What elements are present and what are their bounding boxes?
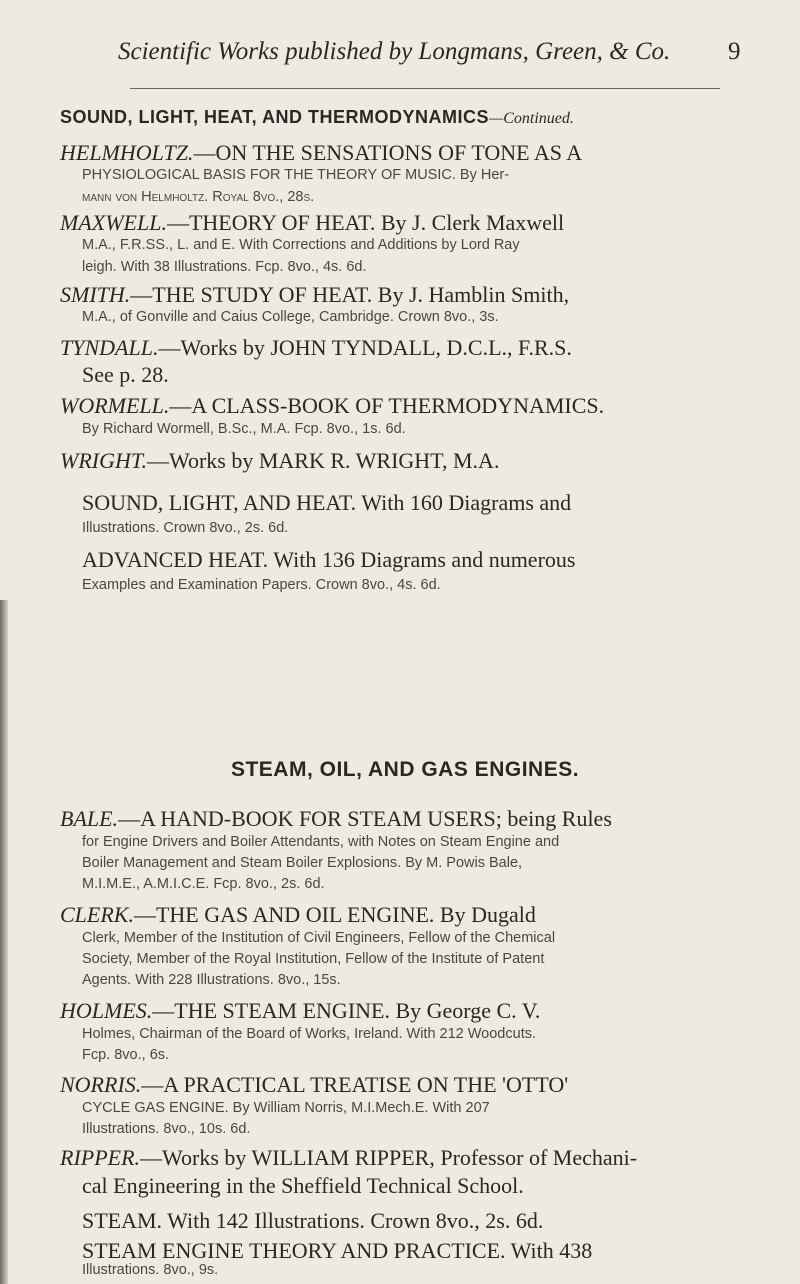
binding-shadow bbox=[0, 600, 8, 1284]
entry-detail: PHYSIOLOGICAL BASIS FOR THE THEORY OF MUSIC. By Her- bbox=[82, 167, 510, 183]
entry-title-line bbox=[60, 998, 540, 1024]
entry-detail: for Engine Drivers and Boiler Attendants, with Notes on Steam Engine and bbox=[82, 834, 560, 850]
entry-title: —THE STUDY OF HEAT. By J. Hamblin Smith, bbox=[130, 282, 570, 307]
entry-detail: Illustrations. 8vo., 10s. 6d. bbox=[82, 1121, 251, 1137]
header-title: Scientific Works published by Longmans, Green, & Co. bbox=[118, 38, 671, 65]
entry-title-line bbox=[60, 448, 499, 474]
entry-detail: M.A., of Gonville and Caius College, Cambridge. Crown 8vo., 3s. bbox=[82, 309, 499, 325]
entry-title-line bbox=[60, 140, 582, 166]
entry-title: —Works by JOHN TYNDALL, D.C.L., F.R.S. bbox=[158, 335, 572, 360]
entry-title: —THEORY OF HEAT. By J. Clerk Maxwell bbox=[166, 210, 565, 235]
entry-detail: See p. 28. bbox=[82, 362, 169, 387]
entry-author: SMITH. bbox=[60, 282, 131, 307]
entry-title: —A CLASS-BOOK OF THERMODYNAMICS. bbox=[169, 393, 605, 418]
entry-author: WORMELL. bbox=[60, 393, 170, 418]
entry-detail: M.A., F.R.SS., L. and E. With Corrections and Additions by Lord Ray bbox=[82, 237, 520, 253]
wright-book1-title: SOUND, LIGHT, AND HEAT. With 160 Diagrams and bbox=[82, 490, 572, 515]
entry-detail: leigh. With 38 Illustrations. Fcp. 8vo., 4s. 6d. bbox=[82, 259, 367, 275]
entry-detail: Fcp. 8vo., 6s. bbox=[82, 1047, 170, 1063]
wright-book2-detail: Examples and Examination Papers. Crown 8vo., 4s. 6d. bbox=[82, 577, 441, 593]
page-number: 9 bbox=[728, 38, 741, 65]
entry-author: MAXWELL. bbox=[60, 210, 167, 235]
entry-title-line bbox=[60, 210, 564, 236]
entry-title: —THE STEAM ENGINE. By George C. V. bbox=[152, 998, 541, 1023]
entry-detail: M.I.M.E., A.M.I.C.E. Fcp. 8vo., 2s. 6d. bbox=[82, 876, 325, 892]
entry-detail: cal Engineering in the Sheffield Technical School. bbox=[82, 1173, 524, 1198]
entry-author: HELMHOLTZ. bbox=[60, 140, 194, 165]
section-heading-sound-light-heat bbox=[60, 107, 760, 128]
entry-author: BALE. bbox=[60, 806, 119, 831]
ripper-book2-title: STEAM ENGINE THEORY AND PRACTICE. With 438 bbox=[82, 1238, 593, 1263]
entry-detail: Society, Member of the Royal Institution, Fellow of the Institute of Patent bbox=[82, 951, 545, 967]
running-header bbox=[118, 38, 741, 66]
entry-title-line bbox=[60, 806, 612, 832]
ripper-book1-title: STEAM. With 142 Illustrations. Crown 8vo., 2s. 6d. bbox=[82, 1208, 544, 1233]
entry-title: —A HAND-BOOK FOR STEAM USERS; being Rules bbox=[118, 806, 612, 831]
entry-title: —ON THE SENSATIONS OF TONE AS A bbox=[193, 140, 583, 165]
section-heading-steam-oil-gas: STEAM, OIL, AND GAS ENGINES. bbox=[230, 758, 580, 781]
entry-detail: Agents. With 228 Illustrations. 8vo., 15s. bbox=[82, 972, 341, 988]
entry-title-line bbox=[60, 1145, 637, 1171]
entry-title: —A PRACTICAL TREATISE ON THE 'OTTO' bbox=[141, 1072, 569, 1097]
wright-book1-detail: Illustrations. Crown 8vo., 2s. 6d. bbox=[82, 520, 289, 536]
entry-detail: By Richard Wormell, B.Sc., M.A. Fcp. 8vo., 1s. 6d. bbox=[82, 421, 406, 437]
entry-author: NORRIS. bbox=[60, 1072, 142, 1097]
entry-detail: Holmes, Chairman of the Board of Works, Ireland. With 212 Woodcuts. bbox=[82, 1026, 536, 1042]
ripper-book2-detail: Illustrations. 8vo., 9s. bbox=[82, 1262, 219, 1278]
entry-detail: Clerk, Member of the Institution of Civil Engineers, Fellow of the Chemical bbox=[82, 930, 556, 946]
entry-author: RIPPER. bbox=[60, 1145, 141, 1170]
entry-title: —Works by MARK R. WRIGHT, M.A. bbox=[146, 448, 500, 473]
entry-author: TYNDALL. bbox=[60, 335, 159, 360]
header-rule bbox=[130, 88, 720, 89]
wright-book2-title: ADVANCED HEAT. With 136 Diagrams and numerous bbox=[82, 547, 576, 572]
entry-title-line bbox=[60, 902, 536, 928]
section-heading-continued: —Continued. bbox=[489, 110, 574, 127]
entry-title: —THE GAS AND OIL ENGINE. By Dugald bbox=[133, 902, 536, 927]
section-heading-text: SOUND, LIGHT, HEAT, AND THERMODYNAMICS bbox=[60, 107, 490, 127]
entry-title-line bbox=[60, 282, 569, 308]
entry-title-line bbox=[60, 393, 604, 419]
entry-detail: CYCLE GAS ENGINE. By William Norris, M.I.Mech.E. With 207 bbox=[82, 1100, 490, 1116]
entry-author: HOLMES. bbox=[60, 998, 153, 1023]
entry-detail: Boiler Management and Steam Boiler Explosions. By M. Powis Bale, bbox=[82, 855, 523, 871]
entry-title-line bbox=[60, 1072, 568, 1098]
entry-author: CLERK. bbox=[60, 902, 134, 927]
entry-title: —Works by WILLIAM RIPPER, Professor of Mechani- bbox=[140, 1145, 638, 1170]
entry-detail: mann von Helmholtz. Royal 8vo., 28s. bbox=[82, 189, 315, 205]
entry-title-line bbox=[60, 335, 572, 361]
entry-author: WRIGHT. bbox=[60, 448, 147, 473]
